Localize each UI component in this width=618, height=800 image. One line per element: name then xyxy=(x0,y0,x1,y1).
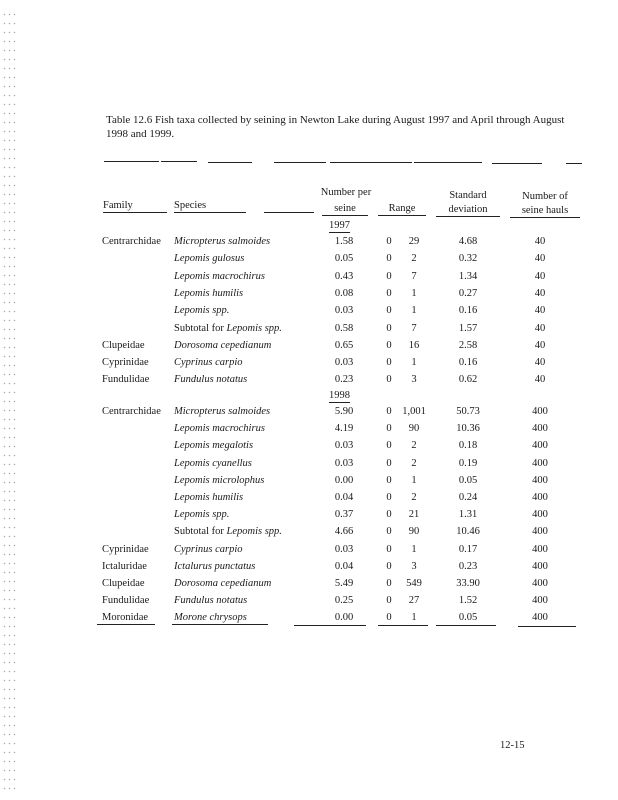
cell-mean: 5.49 xyxy=(334,578,354,589)
scan-margin-artifact xyxy=(2,10,16,790)
cell-mean: 0.04 xyxy=(334,492,354,503)
header-std-dev-line1: Standard xyxy=(449,190,487,201)
bottom-rule xyxy=(294,625,366,626)
cell-sd: 0.16 xyxy=(458,357,478,369)
cell-min: 0 xyxy=(386,474,392,486)
cell-max: 1 xyxy=(411,543,417,555)
cell-hauls: 400 xyxy=(532,612,548,624)
cell-max: 7 xyxy=(411,270,417,282)
cell-sd: 10.46 xyxy=(456,526,480,538)
cell-mean: 0.00 xyxy=(334,612,354,624)
cell-sd: 0.18 xyxy=(458,440,478,452)
cell-family: Fundulidae xyxy=(102,374,150,386)
cell-mean: 0.04 xyxy=(334,560,354,572)
header-number-per-seine-line2: seine xyxy=(322,203,368,216)
header-range: Range xyxy=(378,203,426,216)
cell-min: 0 xyxy=(386,270,392,282)
cell-min: 0 xyxy=(386,253,392,265)
cell-mean: 0.65 xyxy=(334,339,354,351)
cell-hauls: 40 xyxy=(534,253,546,265)
cell-mean: 4.66 xyxy=(334,526,354,538)
header-number-per-seine-line1: Number per xyxy=(320,187,372,198)
bottom-rule xyxy=(97,624,155,625)
cell-max: 1 xyxy=(411,287,417,299)
cell-family: Clupeidae xyxy=(102,339,145,351)
cell-family: Ictaluridae xyxy=(102,560,147,572)
cell-max: 1 xyxy=(411,474,417,486)
year-label: 1998 xyxy=(329,390,350,401)
cell-sd: 50.73 xyxy=(456,406,480,417)
cell-min: 0 xyxy=(386,492,392,503)
cell-hauls: 400 xyxy=(532,595,548,607)
cell-hauls: 40 xyxy=(534,236,546,247)
bottom-rule xyxy=(172,624,268,625)
cell-sd: 2.58 xyxy=(458,339,478,351)
cell-species: Cyprinus carpio xyxy=(174,543,243,555)
cell-species: Cyprinus carpio xyxy=(174,357,243,369)
cell-mean: 0.25 xyxy=(334,595,354,607)
cell-hauls: 40 xyxy=(534,287,546,299)
cell-mean: 4.19 xyxy=(334,423,354,435)
cell-sd: 0.24 xyxy=(458,492,478,503)
cell-hauls: 400 xyxy=(532,509,548,521)
cell-min: 0 xyxy=(386,526,392,538)
cell-species: Lepomis microlophus xyxy=(174,474,265,486)
cell-species: Morone chrysops xyxy=(174,612,247,624)
cell-sd: 0.23 xyxy=(458,560,478,572)
cell-hauls: 400 xyxy=(532,474,548,486)
top-rule xyxy=(274,162,326,163)
table-caption: Table 12.6 Fish taxa collected by seining in Newton Lake during August 1997 and April through August 1998 and 1999. xyxy=(106,114,565,140)
cell-min: 0 xyxy=(386,457,392,469)
cell-sd: 0.32 xyxy=(458,253,478,265)
cell-species: Lepomis humilis xyxy=(174,287,244,299)
cell-species: Micropterus salmoides xyxy=(174,406,271,417)
cell-mean: 0.08 xyxy=(334,287,354,299)
cell-min: 0 xyxy=(386,509,392,521)
cell-hauls: 40 xyxy=(534,305,546,317)
cell-max: 1 xyxy=(411,612,417,624)
cell-sd: 1.52 xyxy=(458,595,478,607)
cell-sd: 0.05 xyxy=(458,474,478,486)
cell-min: 0 xyxy=(386,374,392,386)
cell-sd: 0.05 xyxy=(458,612,478,624)
cell-min: 0 xyxy=(386,612,392,624)
cell-sd: 33.90 xyxy=(456,578,480,589)
top-rule xyxy=(414,162,482,163)
cell-max: 1 xyxy=(411,357,417,369)
cell-max: 90 xyxy=(408,423,420,435)
cell-species: Lepomis spp. xyxy=(174,305,230,317)
cell-max: 2 xyxy=(411,440,417,452)
cell-species: Lepomis gulosus xyxy=(174,253,245,265)
cell-min: 0 xyxy=(386,440,392,452)
cell-min: 0 xyxy=(386,406,392,417)
cell-hauls: 400 xyxy=(532,578,548,589)
cell-max: 2 xyxy=(411,457,417,469)
cell-max: 3 xyxy=(411,374,417,386)
cell-max: 1,001 xyxy=(402,406,426,417)
cell-species: Lepomis spp. xyxy=(174,509,230,521)
cell-species: Lepomis cyanellus xyxy=(174,457,252,469)
cell-sd: 0.19 xyxy=(458,457,478,469)
cell-mean: 0.03 xyxy=(334,357,354,369)
cell-min: 0 xyxy=(386,423,392,435)
cell-sd: 1.31 xyxy=(458,509,478,521)
cell-mean: 0.03 xyxy=(334,457,354,469)
cell-hauls: 400 xyxy=(532,492,548,503)
bottom-rule xyxy=(378,625,428,626)
cell-species: Dorosoma cepedianum xyxy=(174,578,272,589)
cell-max: 16 xyxy=(408,339,420,351)
cell-family: Centrarchidae xyxy=(102,236,161,247)
cell-hauls: 400 xyxy=(532,423,548,435)
cell-max: 2 xyxy=(411,492,417,503)
cell-max: 27 xyxy=(408,595,420,607)
cell-mean: 0.23 xyxy=(334,374,354,386)
cell-mean: 0.03 xyxy=(334,543,354,555)
genus-name: Lepomis spp. xyxy=(226,322,282,334)
header-std-dev-line2: deviation xyxy=(436,204,500,217)
cell-hauls: 400 xyxy=(532,406,548,417)
cell-species: Dorosoma cepedianum xyxy=(174,339,272,351)
cell-family: Cyprinidae xyxy=(102,357,149,369)
cell-sd: 1.57 xyxy=(458,322,478,334)
cell-sd: 0.17 xyxy=(458,543,478,555)
page-number: 12-15 xyxy=(500,740,525,751)
cell-family: Centrarchidae xyxy=(102,406,161,417)
header-species: Species xyxy=(174,200,246,213)
cell-max: 7 xyxy=(411,322,417,334)
top-rule xyxy=(566,163,582,164)
cell-sd: 0.62 xyxy=(458,374,478,386)
cell-sd: 10.36 xyxy=(456,423,480,435)
cell-species: Subtotal for Lepomis spp. xyxy=(174,526,282,538)
cell-hauls: 400 xyxy=(532,440,548,452)
cell-species: Lepomis humilis xyxy=(174,492,244,503)
cell-max: 29 xyxy=(408,236,420,247)
cell-hauls: 40 xyxy=(534,270,546,282)
header-hauls-line2: seine hauls xyxy=(510,205,580,218)
cell-hauls: 400 xyxy=(532,526,548,538)
cell-species: Lepomis macrochirus xyxy=(174,423,265,435)
top-rule xyxy=(161,161,197,162)
cell-max: 549 xyxy=(406,578,422,589)
top-rule xyxy=(104,161,159,162)
cell-mean: 0.58 xyxy=(334,322,354,334)
cell-sd: 4.68 xyxy=(458,236,478,247)
cell-family: Clupeidae xyxy=(102,578,145,589)
cell-max: 1 xyxy=(411,305,417,317)
cell-mean: 1.58 xyxy=(334,236,354,247)
cell-min: 0 xyxy=(386,339,392,351)
cell-min: 0 xyxy=(386,578,392,589)
cell-min: 0 xyxy=(386,305,392,317)
cell-hauls: 40 xyxy=(534,374,546,386)
cell-species: Fundulus notatus xyxy=(174,374,248,386)
cell-max: 21 xyxy=(408,509,420,521)
cell-mean: 0.43 xyxy=(334,270,354,282)
header-underline xyxy=(264,212,314,213)
header-family: Family xyxy=(103,200,167,213)
top-rule xyxy=(330,162,412,163)
cell-max: 2 xyxy=(411,253,417,265)
cell-max: 90 xyxy=(408,526,420,538)
cell-mean: 0.00 xyxy=(334,474,354,486)
cell-species: Micropterus salmoides xyxy=(174,236,271,247)
bottom-rule xyxy=(436,625,496,626)
cell-family: Cyprinidae xyxy=(102,543,149,555)
top-rule xyxy=(492,163,542,164)
cell-min: 0 xyxy=(386,322,392,334)
cell-sd: 1.34 xyxy=(458,270,478,282)
header-hauls-line1: Number of xyxy=(522,191,568,202)
cell-min: 0 xyxy=(386,543,392,555)
cell-mean: 0.37 xyxy=(334,509,354,521)
cell-family: Moronidae xyxy=(102,612,149,624)
genus-name: Lepomis spp. xyxy=(226,526,282,538)
cell-hauls: 400 xyxy=(532,543,548,555)
cell-hauls: 40 xyxy=(534,357,546,369)
cell-min: 0 xyxy=(386,560,392,572)
cell-species: Lepomis megalotis xyxy=(174,440,254,452)
cell-sd: 0.16 xyxy=(458,305,478,317)
cell-mean: 0.03 xyxy=(334,440,354,452)
cell-hauls: 400 xyxy=(532,457,548,469)
cell-min: 0 xyxy=(386,236,392,247)
bottom-rule xyxy=(518,626,576,627)
cell-mean: 5.90 xyxy=(334,406,354,417)
cell-min: 0 xyxy=(386,595,392,607)
cell-species: Lepomis macrochirus xyxy=(174,270,265,282)
cell-hauls: 400 xyxy=(532,560,548,572)
cell-species: Fundulus notatus xyxy=(174,595,248,607)
cell-min: 0 xyxy=(386,287,392,299)
cell-hauls: 40 xyxy=(534,339,546,351)
cell-species: Subtotal for Lepomis spp. xyxy=(174,322,282,334)
cell-species: Ictalurus punctatus xyxy=(174,560,256,572)
cell-sd: 0.27 xyxy=(458,287,478,299)
cell-min: 0 xyxy=(386,357,392,369)
cell-hauls: 40 xyxy=(534,322,546,334)
cell-mean: 0.03 xyxy=(334,305,354,317)
cell-mean: 0.05 xyxy=(334,253,354,265)
year-label: 1997 xyxy=(329,220,350,231)
cell-family: Fundulidae xyxy=(102,595,150,607)
top-rule xyxy=(208,162,252,163)
cell-max: 3 xyxy=(411,560,417,572)
